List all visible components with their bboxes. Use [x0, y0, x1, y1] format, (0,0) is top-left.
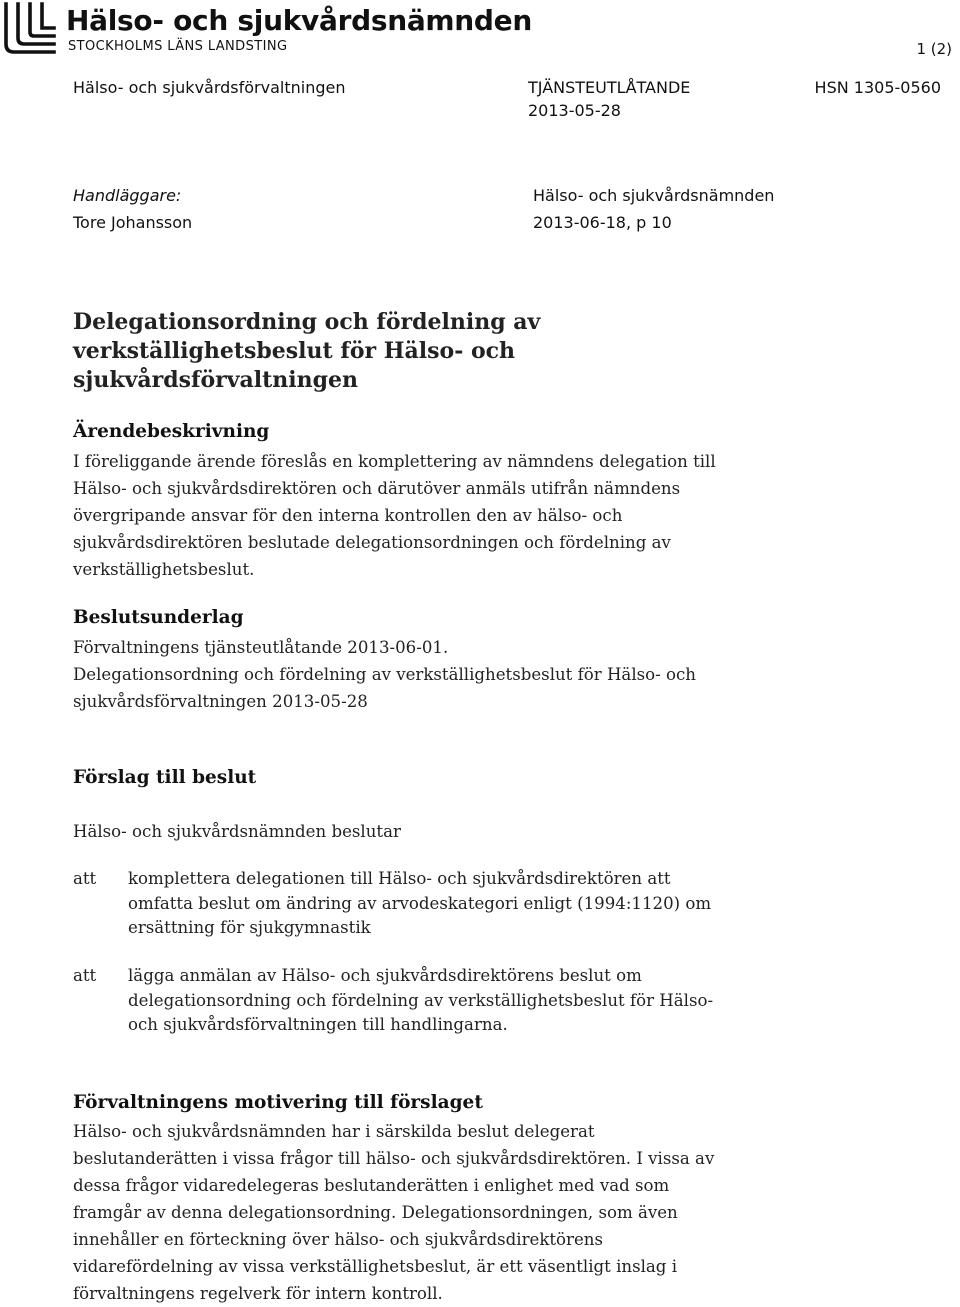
title-line: Delegationsordning och fördelning av [73, 309, 541, 335]
org-subtitle: STOCKHOLMS LÄNS LANDSTING [68, 39, 288, 54]
paragraph-line: framgår av denna delegationsordning. Delegationsordningen, som även [73, 1203, 678, 1222]
arende-paragraph [73, 448, 923, 583]
paragraph-line: övergripande ansvar för den interna kontrollen den av hälso- och [73, 506, 623, 525]
paragraph-line: Förvaltningens tjänsteutlåtande 2013-06-01. [73, 638, 449, 657]
forslag-intro [73, 818, 923, 845]
document-title [73, 308, 873, 395]
paragraph-line: dessa frågor vidaredelegeras beslutanderätten i enlighet med vad som [73, 1176, 670, 1195]
title-line: sjukvårdsförvaltningen [73, 367, 358, 393]
document-date: 2013-05-28 [528, 101, 621, 120]
section-heading-arende: Ärendebeskrivning [73, 421, 270, 442]
paragraph-line: innehåller en förteckning över hälso- och sjukvårdsdirektörens [73, 1230, 603, 1249]
paragraph-line: sjukvårdsdirektören beslutade delegationsordningen och fördelning av [73, 533, 671, 552]
motivering-paragraph [73, 1118, 923, 1307]
page-number: 1 (2) [916, 40, 952, 58]
handler-label: Handläggare: [73, 186, 182, 205]
org-name: Hälso- och sjukvårdsnämnden [66, 4, 532, 37]
section-heading-motivering: Förvaltningens motivering till förslaget [73, 1092, 483, 1113]
decision-line: omfatta beslut om ändring av arvodeskategori enligt (1994:1120) om [128, 893, 712, 913]
paragraph-line: Hälso- och sjukvårdsdirektören och därutöver anmäls utifrån nämndens [73, 479, 681, 498]
decision-item [128, 867, 888, 941]
meeting-reference: 2013-06-18, p 10 [533, 213, 672, 232]
reference-number: HSN 1305-0560 [814, 78, 941, 97]
decision-line: delegationsordning och fördelning av verkställighetsbeslut för Hälso- [128, 990, 714, 1010]
att-marker: att [73, 966, 97, 985]
paragraph-line: verkställighetsbeslut. [73, 560, 255, 579]
paragraph-line: beslutanderätten i vissa frågor till hälso- och sjukvårdsdirektören. I vissa av [73, 1149, 715, 1168]
paragraph-line: Hälso- och sjukvårdsnämnden beslutar [73, 822, 401, 841]
decision-line: lägga anmälan av Hälso- och sjukvårdsdirektörens beslut om [128, 966, 642, 985]
handler-name: Tore Johansson [73, 213, 193, 232]
beslutsunderlag-paragraph [73, 634, 923, 715]
title-line: verkställighetsbeslut för Hälso- och [73, 338, 516, 364]
decision-line: ersättning för sjukgymnastik [128, 918, 371, 937]
department: Hälso- och sjukvårdsförvaltningen [73, 78, 346, 97]
document-type: TJÄNSTEUTLÅTANDE [528, 78, 691, 97]
section-heading-forslag: Förslag till beslut [73, 767, 257, 788]
section-heading-beslutsunderlag: Beslutsunderlag [73, 607, 244, 628]
paragraph-line: förvaltningens regelverk för intern kontroll. [73, 1284, 443, 1303]
decision-item [128, 964, 888, 1038]
paragraph-line: vidarefördelning av vissa verkställighetsbeslut, är ett väsentligt inslag i [73, 1257, 678, 1276]
committee-name: Hälso- och sjukvårdsnämnden [533, 186, 775, 205]
decision-line: och sjukvårdsförvaltningen till handlingarna. [128, 1015, 508, 1034]
paragraph-line: Hälso- och sjukvårdsnämnden har i särskilda beslut delegerat [73, 1122, 595, 1141]
paragraph-line: Delegationsordning och fördelning av verkställighetsbeslut för Hälso- och [73, 665, 696, 684]
decision-line: komplettera delegationen till Hälso- och sjukvårdsdirektören att [128, 869, 671, 888]
stockholm-county-logo-icon [2, 2, 58, 56]
paragraph-line: I föreliggande ärende föreslås en komplettering av nämndens delegation till [73, 452, 716, 471]
paragraph-line: sjukvårdsförvaltningen 2013-05-28 [73, 692, 368, 711]
att-marker: att [73, 869, 97, 888]
